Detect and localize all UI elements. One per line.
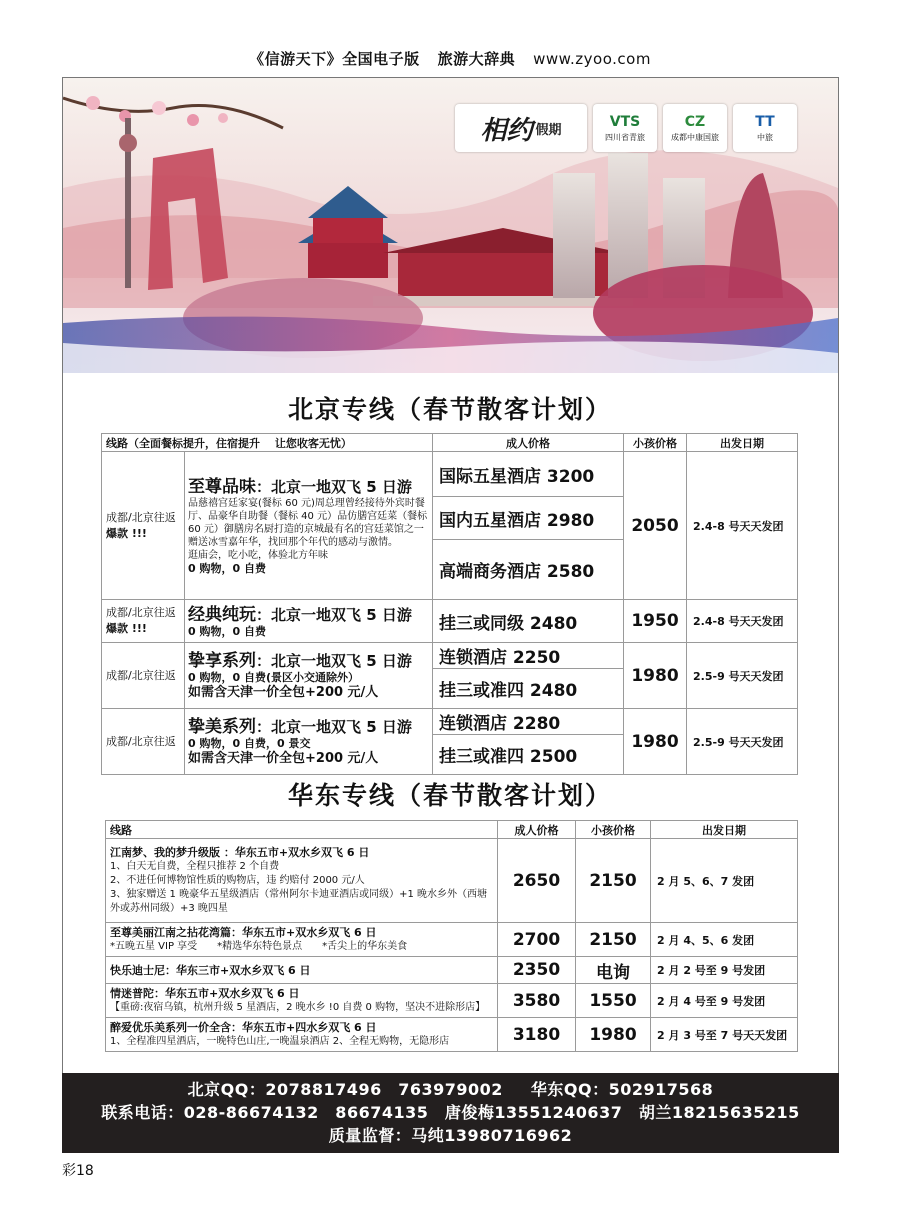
hotel-price: 连锁酒店 2280 [433, 709, 624, 735]
route-title-sub: ：北京一地双飞 5 日游 [256, 605, 412, 624]
hotel-price: 国内五星酒店 2980 [433, 497, 624, 540]
beijing-header-date: 出发日期 [687, 434, 798, 452]
masthead-title: 《信游天下》全国电子版 [249, 50, 420, 68]
route-title-sub: ：北京一地双飞 5 日游 [256, 717, 412, 736]
route-note: 0 购物，0 自费 [188, 624, 266, 638]
route-title-main: 挚美系列 [188, 716, 256, 737]
route-origin: 成都/北京往返 [102, 643, 185, 709]
table-row [102, 643, 798, 669]
hot-tag: 爆款 !!! [106, 622, 147, 635]
child-price: 1980 [624, 643, 687, 709]
route-title [188, 477, 429, 497]
route-origin: 成都/北京往返 [102, 709, 185, 775]
huadong-route-table [105, 820, 798, 1052]
masthead-subtitle: 旅游大辞典 [437, 50, 516, 68]
departure-date: 2.5-9 号天天发团 [687, 709, 798, 775]
hotel-price: 连锁酒店 2250 [433, 643, 624, 669]
table-row [106, 923, 798, 957]
child-price: 1550 [576, 984, 651, 1018]
xiangyue-logo-small: 假期 [535, 122, 562, 138]
adult-price: 2350 [498, 957, 576, 984]
adult-price: 3580 [498, 984, 576, 1018]
hotel-price: 高端商务酒店 2580 [433, 540, 624, 600]
route-title: 江南梦、我的梦升级版 ：华东五市+双水乡双飞 6 日 [110, 846, 370, 859]
route-title-main: 挚享系列 [188, 650, 256, 671]
hotel-price: 挂三或准四 2480 [433, 669, 624, 709]
adult-price: 3180 [498, 1018, 576, 1052]
table-row [102, 600, 798, 643]
route-title-sub: ：北京一地双飞 5 日游 [256, 651, 412, 670]
departure-date: 2 月 4 号至 9 号发团 [651, 984, 798, 1018]
route-title [188, 605, 429, 625]
vts-logo-mark: VTS [609, 113, 641, 130]
route-note: 0 购物，0 自费(景区小交通除外） [188, 670, 359, 684]
huadong-header-adult: 成人价格 [498, 821, 576, 839]
route-description [185, 709, 433, 775]
beijing-header-adult: 成人价格 [433, 434, 624, 452]
route-origin [102, 452, 185, 600]
zhonglv-logo-caption: 中旅 [757, 132, 773, 142]
masthead [0, 48, 900, 69]
huadong-qq: 华东QQ：502917568 [530, 1080, 714, 1099]
xiangyue-logo [455, 104, 587, 152]
child-price: 1950 [624, 600, 687, 643]
child-price: 1980 [624, 709, 687, 775]
route-detail: 1、白天无自费，全程只推荐 2 个自费 [110, 861, 280, 872]
adult-price: 2700 [498, 923, 576, 957]
route-detail: 逛庙会，吃小吃，体验北方年味 [188, 549, 328, 561]
route-description [106, 957, 498, 984]
adult-price: 2650 [498, 839, 576, 923]
beijing-route-table [101, 433, 798, 775]
departure-date: 2 月 3 号至 7 号天天发团 [651, 1018, 798, 1052]
child-price: 2050 [624, 452, 687, 600]
vts-logo-caption: 四川省青旅 [605, 132, 645, 142]
huadong-header-row [106, 821, 798, 839]
child-price: 1980 [576, 1018, 651, 1052]
sponsor-logos [455, 103, 797, 153]
route-detail: 品慈禧宫廷家宴(餐标 60 元)周总理曾经接待外宾时餐厅、品豪华自助餐（餐标 40 元）品仿膳宫廷菜（餐标 60 元）御膳房名厨打造的京城最有名的宫廷菜馆之一 [188, 497, 428, 535]
departure-date: 2.5-9 号天天发团 [687, 643, 798, 709]
zhongkang-logo [663, 104, 727, 152]
hotel-price: 国际五星酒店 3200 [433, 452, 624, 497]
page-number: 彩18 [62, 1163, 94, 1179]
huadong-header-child: 小孩价格 [576, 821, 651, 839]
route-description [106, 984, 498, 1018]
huadong-header-route: 线路 [106, 821, 498, 839]
route-title: 至尊美丽江南之拈花湾篇：华东五市+双水乡双飞 6 日 [110, 926, 377, 939]
hotel-price: 挂三或准四 2500 [433, 735, 624, 775]
route-description [106, 1018, 498, 1052]
route-detail: 【重磅:夜宿乌镇，杭州升级 5 星酒店，2 晚水乡 !0 自费 0 购物，坚决不进除形店】 [110, 1002, 486, 1013]
route-title: 醉爱优乐美系列一价全含：华东五市+四水乡双飞 6 日 [110, 1021, 377, 1034]
masthead-url[interactable]: www.zyoo.com [533, 50, 651, 68]
child-price: 2150 [576, 839, 651, 923]
zhonglv-logo-mark: TT [755, 113, 775, 130]
route-detail: 赠送冰雪嘉年华，找回那个年代的感动与激情。 [188, 536, 398, 548]
zhongkang-logo-mark: CZ [684, 113, 706, 130]
footer-qq-line [62, 1078, 839, 1101]
table-row [102, 452, 798, 497]
hotel-price: 挂三或同级 2480 [433, 600, 624, 643]
route-origin-text: 成都/北京往返 [106, 606, 176, 619]
child-price: 电询 [576, 957, 651, 984]
beijing-section-title: 北京专线（春节散客计划） [287, 395, 612, 424]
route-detail: 2、不进任何博物馆性质的购物店，违 约赔付 2000 元/人 [110, 875, 365, 886]
route-origin-text: 成都/北京往返 [106, 510, 176, 524]
zhongkang-logo-caption: 成都中康国旅 [671, 132, 719, 142]
hot-tag: 爆款 !!! [106, 526, 147, 540]
route-description [185, 643, 433, 709]
child-price: 2150 [576, 923, 651, 957]
footer-phone-line: 联系电话：028-86674132 86674135 唐俊梅13551240637 胡兰18215635215 [101, 1103, 800, 1122]
route-extra: 如需含天津一价全包+200 元/人 [188, 684, 379, 700]
route-title [188, 717, 429, 737]
route-description [185, 452, 433, 600]
beijing-qq: 北京QQ：2078817496 763979002 [187, 1080, 503, 1099]
beijing-header-child: 小孩价格 [624, 434, 687, 452]
route-description [106, 839, 498, 923]
route-title: 快乐迪士尼：华东三市+双水乡双飞 6 日 [110, 963, 311, 977]
table-row [106, 984, 798, 1018]
route-title: 情迷普陀：华东五市+双水乡双飞 6 日 [110, 987, 300, 1000]
beijing-header-row [102, 434, 798, 452]
route-description [106, 923, 498, 957]
departure-date: 2.4-8 号天天发团 [687, 452, 798, 600]
table-row [106, 957, 798, 984]
departure-date: 2 月 5、6、7 发团 [651, 839, 798, 923]
footer-supervision-line: 质量监督：马纯13980716962 [328, 1126, 573, 1145]
route-extra: 如需含天津一价全包+200 元/人 [188, 750, 379, 766]
route-detail: 1、全程准四星酒店，一晚特色山庄,一晚温泉酒店 2、全程无购物，无隐形店 [110, 1036, 450, 1047]
departure-date: 2 月 2 号至 9 号发团 [651, 957, 798, 984]
contact-footer [62, 1073, 839, 1153]
route-origin [102, 600, 185, 643]
table-row [102, 709, 798, 735]
table-row [106, 839, 798, 923]
xiangyue-logo-text: 相约 [480, 115, 533, 146]
route-title-sub: ：北京一地双飞 5 日游 [256, 477, 412, 496]
route-detail: 3、独家赠送 1 晚豪华五星级酒店（常州阿尔卡迪亚酒店或同级）+1 晚水乡外（西塘外或苏州同级）+3 晚四星 [110, 889, 488, 914]
route-detail: *五晚五星 VIP 享受 *精选华东特色景点 *舌尖上的华东美食 [110, 941, 408, 952]
huadong-section-title: 华东专线（春节散客计划） [287, 781, 612, 810]
zhonglv-logo [733, 104, 797, 152]
vts-logo [593, 104, 657, 152]
route-description [185, 600, 433, 643]
route-title [188, 651, 429, 671]
beijing-header-route: 线路（全面餐标提升，住宿提升 让您收客无忧） [102, 434, 433, 452]
route-title-main: 经典纯玩 [188, 604, 256, 625]
departure-date: 2 月 4、5、6 发团 [651, 923, 798, 957]
route-note: 0 购物，0 自费 [188, 561, 266, 575]
route-title-main: 至尊品味 [188, 476, 256, 497]
huadong-header-date: 出发日期 [651, 821, 798, 839]
route-note: 0 购物，0 自费，0 景交 [188, 736, 311, 750]
table-row [106, 1018, 798, 1052]
departure-date: 2.4-8 号天天发团 [687, 600, 798, 643]
